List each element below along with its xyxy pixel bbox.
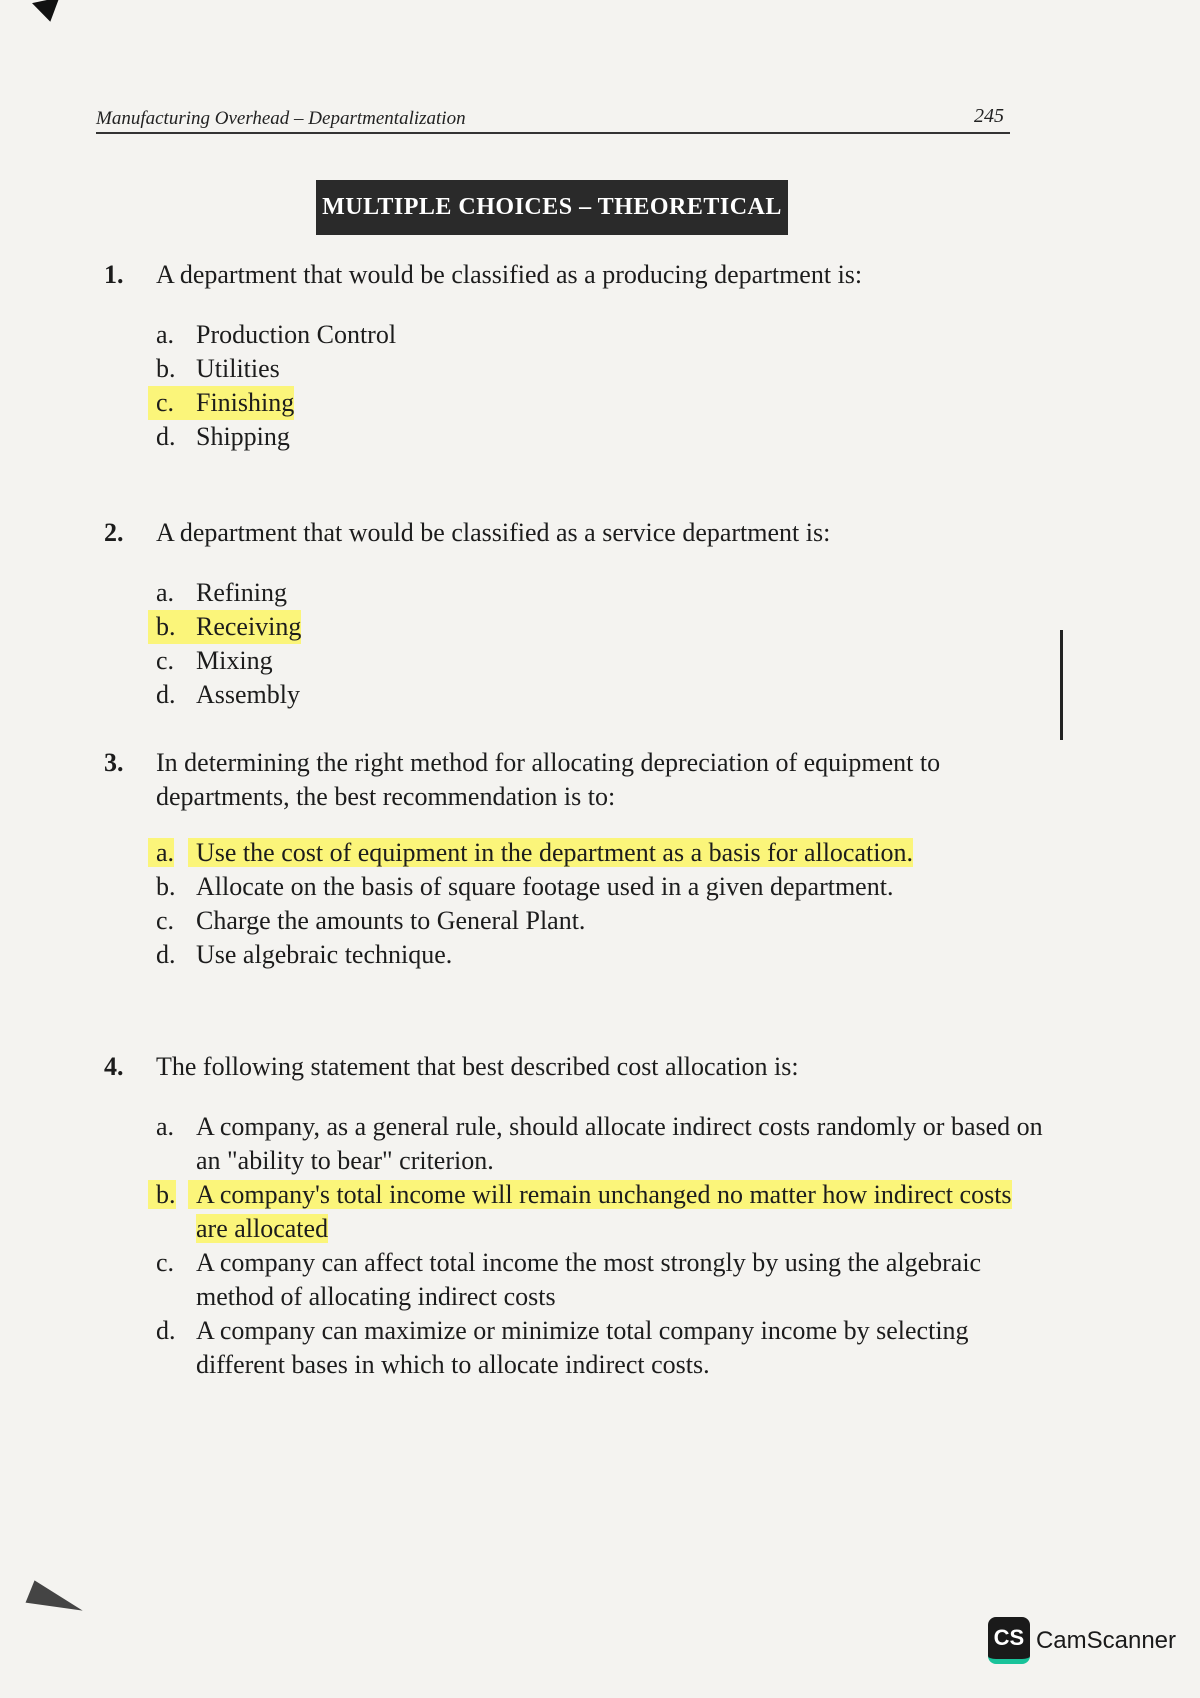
choice	[156, 1246, 1044, 1314]
chapter-title: Manufacturing Overhead – Departmentalization	[96, 108, 466, 129]
choice-letter: a.	[156, 320, 175, 349]
choice-text: A company can affect total income the most strongly by using the algebraic method of allocating indirect costs	[196, 1248, 982, 1311]
choice	[156, 420, 1044, 454]
question-number: 4.	[104, 1052, 124, 1081]
question-number: 3.	[104, 748, 124, 777]
choice-text: Assembly	[196, 680, 300, 709]
choice	[156, 576, 1044, 610]
choice-list	[104, 1110, 1044, 1382]
choice-text: Allocate on the basis of square footage used in a given department.	[196, 872, 894, 901]
choice-text: Shipping	[196, 422, 290, 451]
choice-highlighted	[156, 610, 1044, 644]
highlight-mark	[156, 610, 301, 644]
choice-letter: c.	[156, 1248, 175, 1277]
choice-letter: b.	[156, 354, 176, 383]
choice-list	[104, 318, 1044, 454]
choice-highlighted	[156, 1178, 1044, 1246]
choice	[156, 678, 1044, 712]
question-number: 2.	[104, 518, 124, 547]
question	[104, 258, 1044, 454]
choice	[156, 318, 1044, 352]
choice-letter: d.	[156, 940, 176, 969]
choice	[156, 904, 1044, 938]
choice	[156, 1110, 1044, 1178]
question	[104, 746, 1044, 972]
question-text: A department that would be classified as a service department is:	[156, 518, 831, 547]
choice-text: Mixing	[196, 646, 273, 675]
choice-letter: b.	[156, 872, 176, 901]
page-number: 245	[974, 105, 1004, 127]
choice-highlighted	[156, 386, 1044, 420]
choice-letter	[156, 1178, 196, 1246]
choice	[156, 870, 1044, 904]
camscanner-watermark	[988, 1617, 1176, 1664]
choice-letter: b.	[156, 612, 176, 641]
choice-letter	[156, 836, 196, 870]
choice-text: Charge the amounts to General Plant.	[196, 906, 586, 935]
choice-letter: d.	[156, 422, 176, 451]
section-title: MULTIPLE CHOICES – THEORETICAL	[316, 180, 788, 235]
choice-text: Finishing	[196, 388, 295, 417]
question-text: In determining the right method for allocating depreciation of equipment to departments, the best recommendation is to:	[156, 748, 941, 811]
choice-letter: a.	[156, 578, 175, 607]
question	[104, 516, 1044, 712]
camscanner-logo-icon: CS	[988, 1617, 1030, 1664]
choice-letter: d.	[156, 680, 176, 709]
question-number: 1.	[104, 260, 124, 289]
scan-corner-mark	[26, 1580, 87, 1623]
choice-letter: c.	[156, 646, 175, 675]
choice-text: Refining	[196, 578, 287, 607]
choice-letter: d.	[156, 1316, 176, 1345]
choice-text: Production Control	[196, 320, 397, 349]
highlight-mark: A company's total income will remain unchanged no matter how indirect costs are allocated	[196, 1180, 1012, 1243]
question-text: A department that would be classified as a producing department is:	[156, 260, 863, 289]
choice	[156, 644, 1044, 678]
choice-list	[104, 576, 1044, 712]
margin-line	[1060, 630, 1063, 740]
choice	[156, 352, 1044, 386]
choice-letter: a.	[156, 1112, 175, 1141]
choice-text: Utilities	[196, 354, 280, 383]
highlight-mark	[156, 386, 294, 420]
choice-letter: c.	[156, 906, 175, 935]
question-text: The following statement that best described cost allocation is:	[156, 1052, 799, 1081]
choice-text: A company can maximize or minimize total company income by selecting different bases in which to allocate indirect costs.	[196, 1316, 969, 1379]
choice-text: Receiving	[196, 612, 302, 641]
choice-text: A company, as a general rule, should allocate indirect costs randomly or based on an "ability to bear" criterion.	[196, 1112, 1043, 1175]
choice	[156, 938, 1044, 972]
choice	[156, 1314, 1044, 1382]
choice-text: Use algebraic technique.	[196, 940, 453, 969]
running-header	[96, 102, 1010, 134]
choice-text	[196, 1178, 1044, 1246]
question	[104, 1050, 1044, 1382]
choice-list	[104, 836, 1044, 972]
camscanner-label: CamScanner	[1035, 1626, 1176, 1654]
highlight-mark: Use the cost of equipment in the department as a basis for allocation.	[196, 838, 913, 867]
highlight-mark: b.	[156, 1180, 176, 1209]
choice-text	[196, 836, 1044, 870]
scan-corner-mark	[32, 0, 64, 25]
choice-highlighted	[156, 836, 1044, 870]
choice-letter: c.	[156, 388, 175, 417]
highlight-mark: a.	[156, 838, 175, 867]
